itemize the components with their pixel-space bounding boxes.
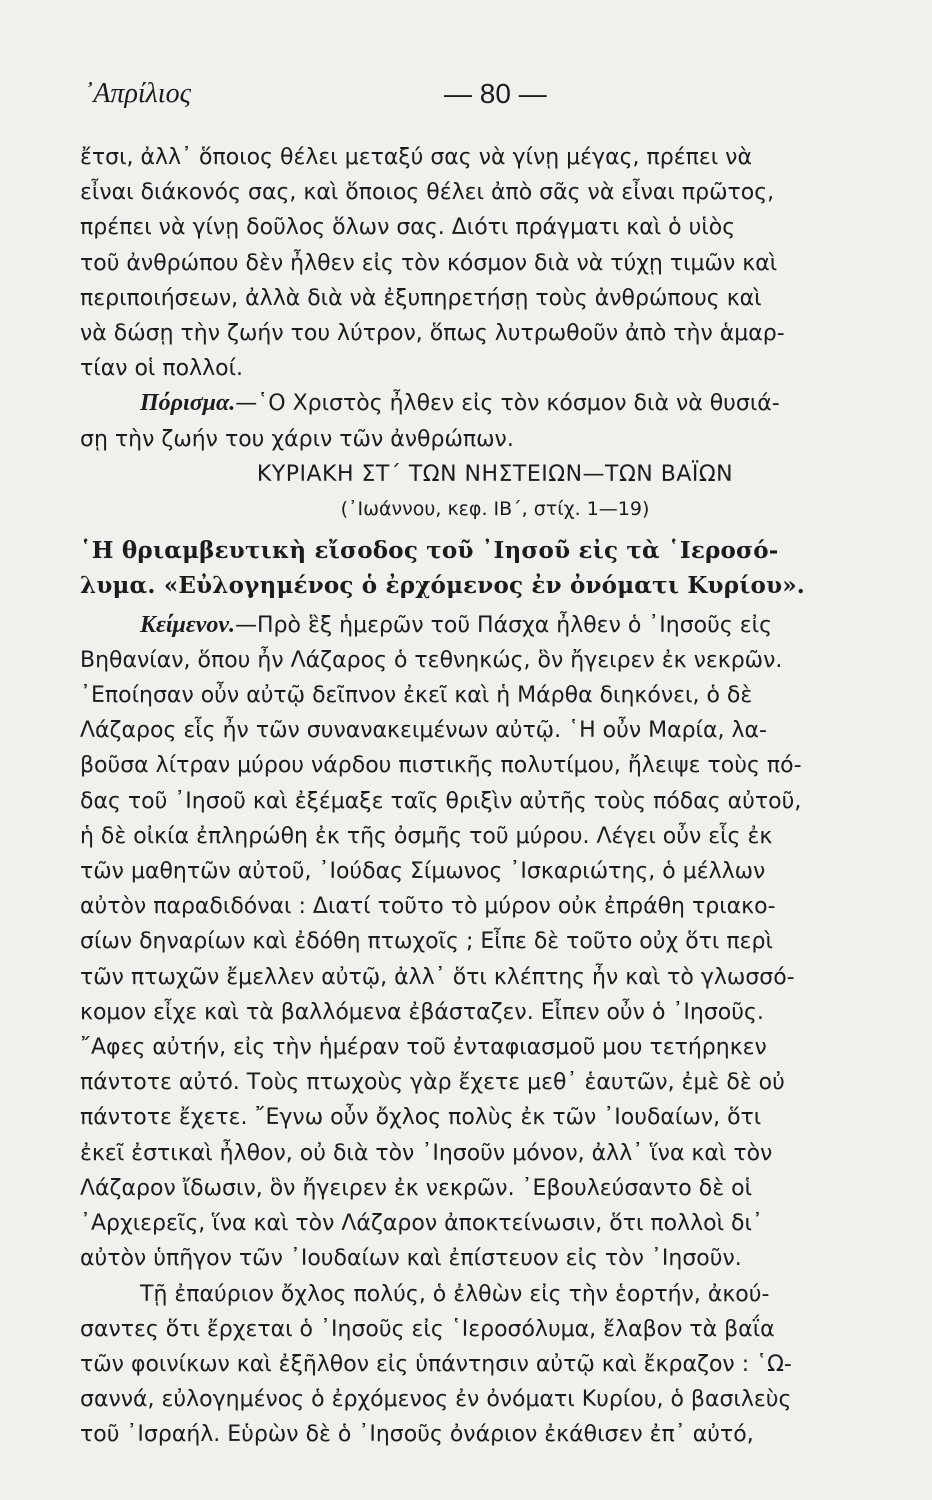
text-line: νὰ δώσῃ τὴν ζωήν του λύτρον, ὅπως λυτρωθοῦν ἀπὸ τὴν ἁμαρ- (80, 321, 785, 347)
running-title: ᾿Απρίλιος (84, 78, 191, 109)
final-paragraph (80, 1277, 910, 1453)
text-line: ᾿Εποίησαν οὖν αὐτῷ δεῖπνον ἐκεῖ καὶ ἡ Μάρθα διηκόνει, ὁ δὲ (80, 683, 753, 709)
text-line: Τῇ ἐπαύριον ὄχλος πολύς, ὁ ἐλθὼν εἰς τὴν ἑορτήν, ἀκού- (140, 1281, 770, 1307)
conclusion-text: —῾Ο Χριστὸς ἦλθεν εἰς τὸν κόσμον διὰ νὰ θυσιά- (235, 391, 780, 417)
text-line (80, 608, 910, 643)
text-line: Βηθανίαν, ὅπου ἦν Λάζαρος ὁ τεθνηκώς, ὃν ἤγειρεν ἐκ νεκρῶν. (80, 647, 783, 673)
section-heading (80, 457, 910, 527)
text-line: πάντοτε ἔχετε. ῎Εγνω οὖν ὄχλος πολὺς ἐκ τῶν ᾿Ιουδαίων, ὅτι (80, 1105, 762, 1131)
text-line: Λάζαρον ἴδωσιν, ὃν ἤγειρεν ἐκ νεκρῶν. ᾿Εβουλεύσαντο δὲ οἱ (80, 1175, 753, 1201)
text-line: τῶν μαθητῶν αὐτοῦ, ᾿Ιούδας Σίμωνος ᾿Ισκαριώτης, ὁ μέλλων (80, 859, 766, 885)
text-line: ἡ δὲ οἰκία ἐπληρώθη ἐκ τῆς ὀσμῆς τοῦ μύρου. Λέγει οὖν εἷς ἐκ (80, 823, 773, 849)
conclusion-label: Πόρισμα. (140, 390, 236, 417)
text-line: περιποιήσεων, ἀλλὰ διὰ νὰ ἐξυπηρετήσῃ τοὺς ἀνθρώπους καὶ (80, 285, 762, 311)
page-number: — 80 — (444, 78, 547, 109)
text-line: τῶν φοινίκων καὶ ἐξῆλθον εἰς ὑπάντησιν αὐτῷ καὶ ἔκραζον : ῾Ω- (80, 1351, 792, 1377)
text-line: πρέπει νὰ γίνῃ δοῦλος ὅλων σας. Διότι πράγματι καὶ ὁ υἱὸς (80, 215, 736, 241)
text-line: ῎Αφες αὐτήν, εἰς τὴν ἡμέραν τοῦ ἐνταφιασμοῦ μου τετήρηκεν (80, 1035, 767, 1061)
paragraph-1 (80, 140, 910, 386)
text-first-line: —Πρὸ ἓξ ἡμερῶν τοῦ Πάσχα ἦλθεν ὁ ᾿Ιησοῦς εἰς (235, 612, 773, 638)
text-line: τοῦ ἀνθρώπου δὲν ἦλθεν εἰς τὸν κόσμον διὰ νὰ τύχῃ τιμῶν καὶ (80, 250, 778, 276)
text-line: ἐκεῖ ἐστικαὶ ἦλθον, οὐ διὰ τὸν ᾿Ιησοῦν μόνον, ἀλλ᾿ ἵνα καὶ τὸν (80, 1140, 773, 1166)
conclusion-paragraph (80, 386, 910, 456)
text-line: Λάζαρος εἷς ἦν τῶν συνανακειμένων αὐτῷ. ῾Η οὖν Μαρία, λα- (80, 718, 767, 744)
text-line: αὐτὸν παραδιδόναι : Διατί τοῦτο τὸ μύρον οὐκ ἐπράθη τριακο- (80, 894, 776, 920)
subject-line: λυμα. «Εὐλογημένος ὁ ἐρχόμενος ἐν ὀνόματι Κυρίου». (80, 572, 806, 600)
text-line: κομον εἶχε καὶ τὰ βαλλόμενα ἐβάσταζεν. Εἶπεν οὖν ὁ ᾿Ιησοῦς. (80, 999, 764, 1025)
text-line: ἔτσι, ἀλλ᾿ ὅποιος θέλει μεταξύ σας νὰ γίνῃ μέγας, πρέπει νὰ (80, 145, 752, 170)
text-line: ᾿Αρχιερεῖς, ἵνα καὶ τὸν Λάζαρον ἀποκτείνωσιν, ὅτι πολλοὶ δι᾿ (80, 1211, 763, 1237)
page-header (84, 78, 848, 118)
page-body (80, 140, 910, 1453)
text-line (80, 386, 910, 421)
text-line: εἶναι διάκονός σας, καὶ ὅποιος θέλει ἀπὸ σᾶς νὰ εἶναι πρῶτος, (80, 180, 775, 206)
text-line: σίων δηναρίων καὶ ἐδόθη πτωχοῖς ; Εἶπε δὲ τοῦτο οὐχ ὅτι περὶ (80, 929, 773, 955)
text-line: πάντοτε αὐτό. Τοὺς πτωχοὺς γὰρ ἔχετε μεθ᾿ ἑαυτῶν, ἐμὲ δὲ οὐ (80, 1070, 785, 1096)
text-line: τοῦ ᾿Ισραήλ. Εὑρὼν δὲ ὁ ᾿Ιησοῦς ὀνάριον ἐκάθισεν ἐπ᾿ αὐτό, (80, 1422, 754, 1448)
text-line: τίαν οἱ πολλοί. (80, 356, 244, 382)
sunday-title: ΚΥΡΙΑΚΗ ΣΤ΄ ΤΩΝ ΝΗΣΤΕΙΩΝ—ΤΩΝ ΒΑΪΩΝ (256, 461, 734, 487)
text-line: σῃ τὴν ζωήν του χάριν τῶν ἀνθρώπων. (80, 426, 514, 452)
subject-heading (80, 533, 910, 603)
text-line: βοῦσα λίτραν μύρου νάρδου πιστικῆς πολυτίμου, ἤλειψε τοὺς πό- (80, 753, 802, 779)
text-line: σαντες ὅτι ἔρχεται ὁ ᾿Ιησοῦς εἰς ῾Ιεροσόλυμα, ἔλαβον τὰ βαΐα (80, 1316, 775, 1342)
subject-line: ῾Η θριαμβευτικὴ εἴσοδος τοῦ ᾿Ιησοῦ εἰς τὰ ῾Ιεροσό- (80, 537, 779, 565)
text-line: τῶν πτωχῶν ἔμελλεν αὐτῷ, ἀλλ᾿ ὅτι κλέπτης ἦν καὶ τὸ γλωσσό- (80, 964, 795, 990)
scripture-reference: (᾿Ιωάννου, κεφ. ΙΒ΄, στίχ. 1—19) (340, 498, 650, 521)
text-line: σαννά, εὐλογημένος ὁ ἐρχόμενος ἐν ὀνόματι Κυρίου, ὁ βασιλεὺς (80, 1387, 792, 1413)
text-line: δας τοῦ ᾿Ιησοῦ καὶ ἐξέμαξε ταῖς θριξὶν αὐτῆς τοὺς πόδας αὐτοῦ, (80, 788, 802, 814)
text-line: αὐτὸν ὑπῆγον τῶν ᾿Ιουδαίων καὶ ἐπίστευον εἰς τὸν ᾿Ιησοῦν. (80, 1246, 742, 1272)
text-label: Κείμενον. (140, 611, 236, 638)
scripture-text (80, 608, 910, 1277)
